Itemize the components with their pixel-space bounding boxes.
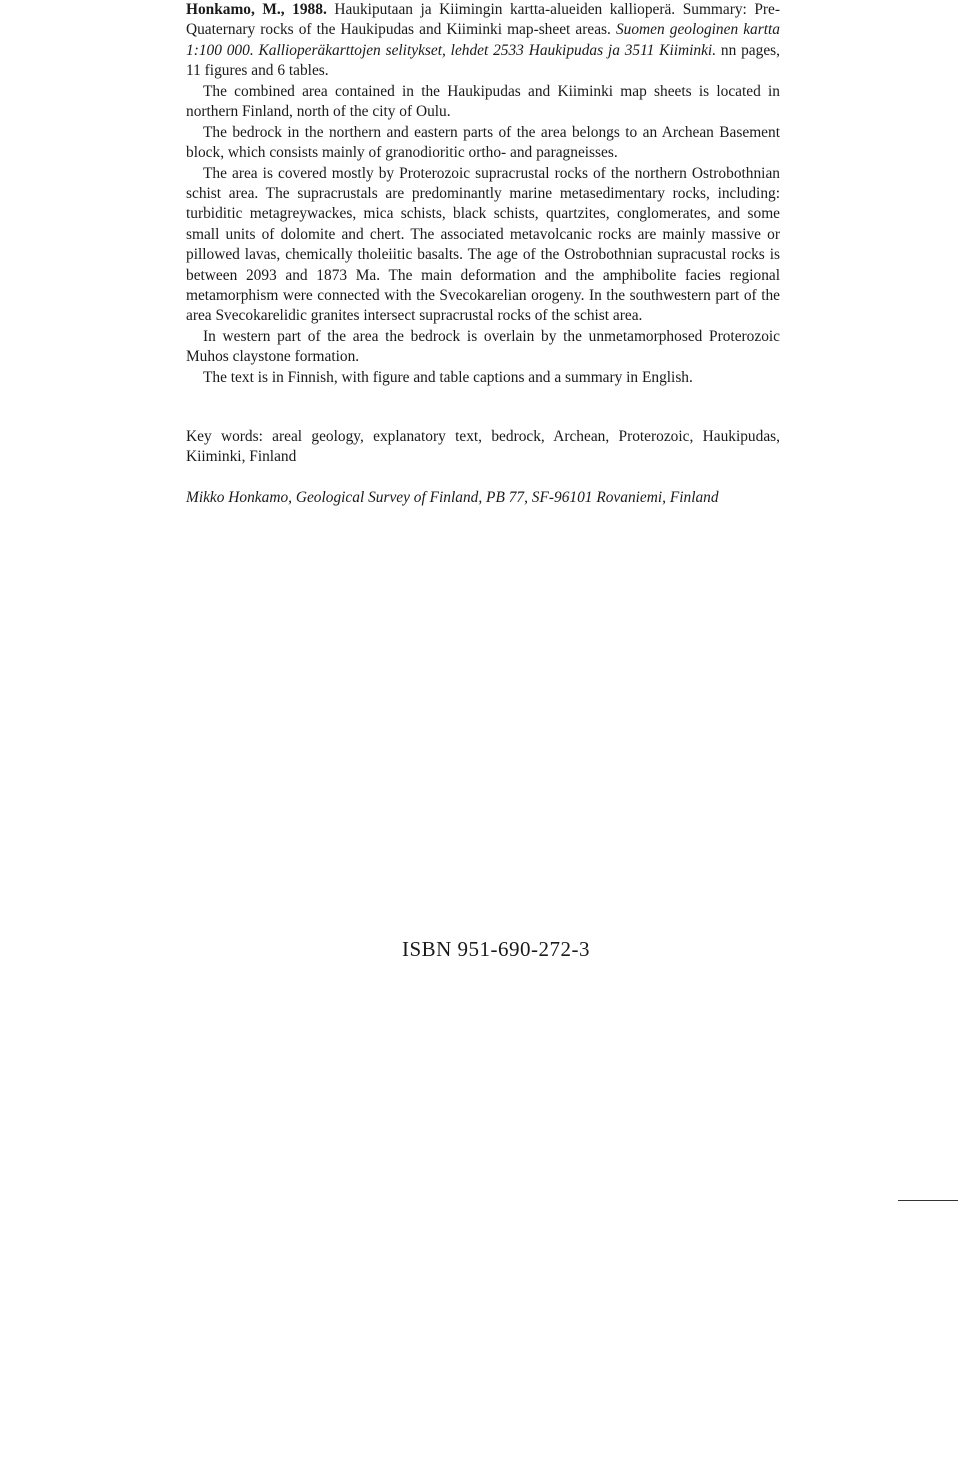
abstract-paragraph: In western part of the area the bedrock is overlain by the unmetamorphosed Proterozoic Muhos claystone formation. — [186, 327, 780, 366]
citation-author: Honkamo, M., — [186, 1, 285, 18]
citation-series: Suomen geologinen kartta 1:100 000. Kallioperäkarttojen selitykset, lehdet 2533 Haukipudas ja 3511 Kiiminki. — [186, 21, 780, 59]
isbn-number — [186, 937, 780, 962]
abstract-paragraph: The bedrock in the northern and eastern parts of the area belongs to an Archean Basement block, which consists mainly of granodioritic ortho- and paragneisses. — [186, 123, 780, 162]
abstract-paragraph: The area is covered mostly by Proterozoic supracrustal rocks of the northern Ostrobothnian schist area. The supracrustals are predominantly marine metasedimentary rocks, including: turbiditic metagreywackes, mica schists, black schists, quartzites, conglomerates, and some small units of dolomite and chert. The associated metavolcanic rocks are mainly massive or pillowed lavas, chemically tholeiitic basalts. The age of the Ostrobothnian supracustal rocks is between 2093 and 1873 Ma. The main deformation and the amphibolite facies regional metamorphism were connected with the Svecokarelian orogeny. In the southwestern part of the area Svecokarelidic granites intersect supracrustal rocks of the schist area. — [186, 164, 780, 325]
abstract-paragraph: The text is in Finnish, with figure and table captions and a summary in English. — [203, 368, 693, 386]
citation-extent: nn pages, 11 figures and 6 tables. — [186, 41, 780, 80]
citation-year: 1988. — [292, 1, 327, 18]
citation-title: Haukiputaan ja Kiimingin kartta-alueiden kallioperä. Summary: Pre-Quaternary rocks of the Haukipudas and Kiiminki map-sheet areas. — [186, 1, 780, 39]
abstract-paragraph: The combined area contained in the Haukipudas and Kiiminki map sheets is located in northern Finland, north of the city of Oulu. — [186, 83, 780, 121]
abstract — [186, 82, 780, 388]
keywords: Key words: areal geology, explanatory text, bedrock, Archean, Proterozoic, Haukipudas, Kiiminki, Finland — [186, 428, 780, 466]
author-affiliation: Mikko Honkamo, Geological Survey of Finland, PB 77, SF-96101 Rovaniemi, Finland — [186, 489, 719, 506]
footer-rule — [898, 1200, 958, 1201]
isbn-text: ISBN 951-690-272-3 — [401, 937, 591, 961]
bibliographic-citation — [186, 0, 780, 82]
